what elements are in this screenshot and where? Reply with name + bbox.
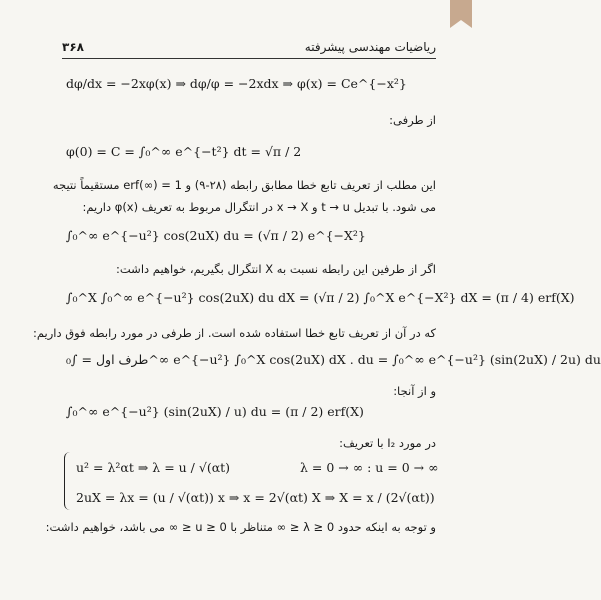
equation-4: ∫₀^X ∫₀^∞ e^{−u²} cos(2uX) du dX = (√π / 2) ∫₀^X e^{−X²} dX = (π / 4) erf(X) — [66, 290, 575, 305]
equation-6: ∫₀^∞ e^{−u²} (sin(2uX) / u) du = (π / 2) erf(X) — [66, 404, 364, 419]
system-condition: λ = 0 → ∞ : u = 0 → ∞ — [300, 460, 439, 475]
equation-1: dφ/dx = −2xφ(x) ⇒ dφ/φ = −2xdx ⇒ φ(x) = Ce^{−x²} — [66, 76, 407, 91]
paragraph-7: در مورد I₂ با تعریف: — [339, 436, 436, 450]
page-header — [62, 40, 436, 59]
system-equation-1: u² = λ²αt ⇒ λ = u / √(αt) — [76, 460, 231, 475]
equation-5: طرف اول = ∫₀^∞ e^{−u²} ∫₀^X cos(2uX) dX . du = ∫₀^∞ e^{−u²} (sin(2uX) / 2u) du — [66, 352, 601, 367]
paragraph-5: که در آن از تعریف تابع خطا استفاده شده است. از طرفی در مورد رابطه فوق داریم: — [33, 326, 436, 340]
page-number: ۳۶۸ — [62, 40, 84, 54]
system-equation-2: 2uX = λx = (u / √(αt)) x ⇒ x = 2√(αt) X ⇒ X = x / (2√(αt)) — [76, 490, 435, 505]
bookmark-ribbon — [450, 0, 472, 20]
paragraph-6: و از آنجا: — [393, 384, 436, 398]
paragraph-2: این مطلب از تعریف تابع خطا مطابق رابطه (۲۸-۹) و erf(∞) = 1 مستقیماً نتیجه — [52, 178, 436, 192]
paragraph-1: از طرفی: — [389, 113, 436, 127]
paragraph-4: اگر از طرفین این رابطه نسبت به X انتگرال بگیریم، خواهیم داشت: — [116, 262, 436, 276]
paragraph-3: می شود. با تبدیل t → u و x → X در انتگرال مربوط به تعریف φ(x) داریم: — [82, 200, 436, 214]
equation-2: φ(0) = C = ∫₀^∞ e^{−t²} dt = √π / 2 — [66, 144, 302, 159]
system-brace — [64, 452, 73, 510]
paragraph-8: و توجه به اینکه حدود 0 ≤ λ ≤ ∞ متناظر با 0 ≤ u ≤ ∞ می باشد، خواهیم داشت: — [45, 520, 436, 534]
equation-3: ∫₀^∞ e^{−u²} cos(2uX) du = (√π / 2) e^{−X²} — [66, 228, 366, 243]
book-title: ریاضیات مهندسی پیشرفته — [304, 40, 436, 54]
